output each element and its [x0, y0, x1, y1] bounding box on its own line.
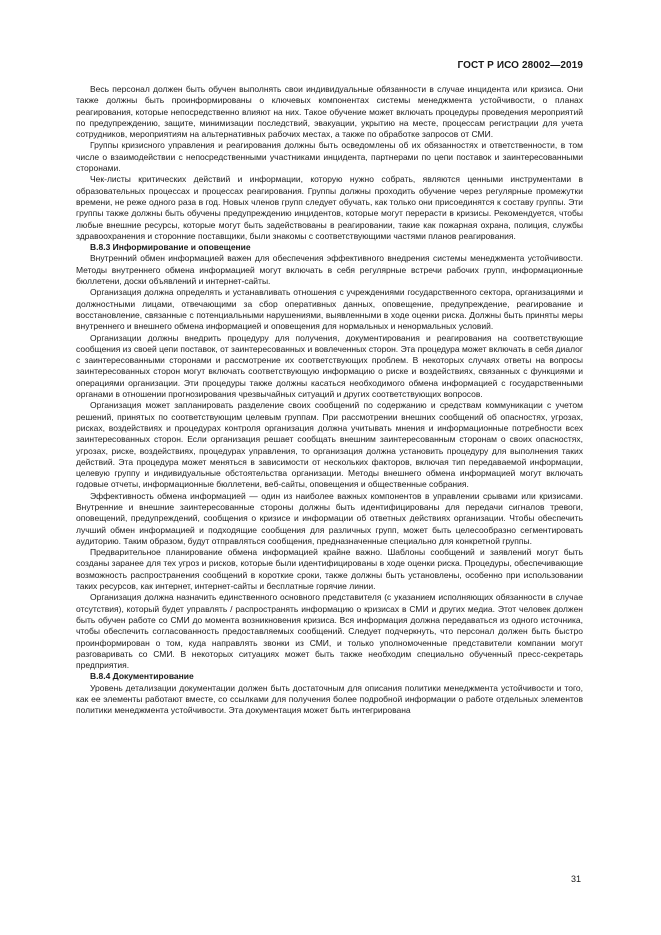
paragraph: Эффективность обмена информацией — один из наиболее важных компонентов в управлении срывами или кризисами. Внутренние и внешние заинтересованные стороны должны быть идентифицированы для передачи сигналов тревоги, оповещений, предупреждений, сообщения о кризисе и информации об ответных действиях организации. Чтобы обеспечить лучший обмен информацией и подходящие сообщения для различных групп, может быть целесообразно сегментировать аудиторию. Таким образом, будут отправляться сообщения, предназначенные специально для конкретной группы.: [76, 490, 583, 546]
standard-header: ГОСТ Р ИСО 28002—2019: [457, 60, 583, 71]
section-heading-b83: B.8.3 Информирование и оповещение: [90, 242, 251, 253]
paragraph: Весь персонал должен быть обучен выполнять свои индивидуальные обязанности в случае инцидента или кризиса. Они также должны быть проинформированы о ключевых компонентах системы менеджмента устойчивости, о планах реагирования, которые непосредственно влияют на них. Такое обучение может включать процедуры проведения мероприятий по предупреждению, защите, минимизации последствий, эвакуации, укрытию на месте, процессам регистрации для учета сотрудников, мероприятиям на альтернативных рабочих местах, а также по обработке запросов от СМИ.: [76, 84, 583, 140]
paragraph: Организация должна назначить единственного основного представителя (с указанием исполняющих обязанности в случае отсутствия), который будет управлять / распространять информацию о кризисах в СМИ и других медиа. Этот человек должен быть обучен работе со СМИ до момента возникновения кризиса. Вся информация должна передаваться из одного источника, чтобы обеспечить согласованность предоставляемых сообщений. Следует подчеркнуть, что персонал должен быть быстро проинформирован о том, куда направлять звонки из СМИ, и только уполномоченные представители компании могут разговаривать со СМИ. В некоторых ситуациях может быть также необходим специально обученный пресс-секретарь предприятия.: [76, 592, 583, 671]
paragraph: Организации должны внедрить процедуру для получения, документирования и реагирования на соответствующие сообщения из своей цепи поставок, от заинтересованных и вовлеченных сторон. Эта процедура может включать в себя диалог с заинтересованными сторонами и рассмотрение их соответствующих проблем. В некоторых случаях ответы на вопросы заинтересованных сторон могут включать соответствующую информацию о риске и воздействиях, связанных с функциями и операциями организации. Эти процедуры также должны касаться необходимого обмена информацией с государственными органами в отношении прогнозирования чрезвычайных ситуаций и других соответствующих вопросов.: [76, 332, 583, 400]
paragraph: Предварительное планирование обмена информацией крайне важно. Шаблоны сообщений и заявлений могут быть созданы заранее для тех угроз и рисков, которые были идентифицированы в ходе оценки риска. Процедуры, обеспечивающие возможность распространения сообщений в короткие сроки, также должны быть установлены, особенно при использовании таких ресурсов, как интернет, интернет-сайты и бесплатные горячие линии.: [76, 547, 583, 592]
section-heading-b84: B.8.4 Документирование: [90, 671, 194, 682]
paragraph: Организация может запланировать разделение своих сообщений по содержанию и средствам коммуникации с учетом решений, принятых по соответствующим целевым группам. При рассмотрении внешних сообщений об опасностях, угрозах, рисках, воздействиях и процедурах контроля организация должна учитывать мнения и информационные потребности всех заинтересованных сторон. Если организация решает сообщать внешним заинтересованным сторонам о своих опасностях, угрозах, риске, воздействиях, процедурах управления, то организация должна установить процедуру для выполнения таких действий. Эта процедура может меняться в зависимости от нескольких факторов, включая тип передаваемой информации, целевую группу и индивидуальные обстоятельства организации. Методы внешнего обмена информацией могут включать годовые отчеты, информационные бюллетени, веб-сайты, оповещения и общественные собрания.: [76, 400, 583, 490]
paragraph: Внутренний обмен информацией важен для обеспечения эффективного внедрения системы менеджмента устойчивости. Методы внутреннего обмена информацией могут включать в себя регулярные встречи рабочих групп, информационные бюллетени, доски объявлений и интернет-сайты.: [76, 253, 583, 287]
page-number: 31: [570, 874, 581, 884]
paragraph: Чек-листы критических действий и информации, которую нужно собрать, являются ценными инструментами в образовательных процессах и процессах реагирования. Группы должны проходить обучение через регулярные промежутки времени, не реже одного раза в год. Новых членов групп следует обучать, как только они присоединятся к составу группы. Эти группы также должны быть обучены предупреждению инцидентов, которые могут перерасти в кризисы. Рекомендуется, чтобы любые внешние ресурсы, которые могут быть задействованы в реагировании, такие как пожарная охрана, полиция, службы здравоохранения и сторонние поставщики, были знакомы с соответствующими частями планов реагирования.: [76, 174, 583, 241]
document-body: [76, 84, 583, 717]
paragraph: Группы кризисного управления и реагирования должны быть осведомлены об их обязанностях и ответственности, в том числе о взаимодействии с непосредственными участниками инцидента, партнерами по цепи поставок и заинтересованными сторонами.: [76, 140, 583, 174]
paragraph: Организация должна определять и устанавливать отношения с учреждениями государственного сектора, организациями и должностными лицами, отвечающими за сбор оперативных данных, оповещение, предупреждение, реагирование и восстановление, связанные с потенциальными нарушениями, выявленными в ходе оценки риска. Должны быть приняты меры внутреннего и внешнего обмена информацией и оповещения для нормальных и ненормальных условий.: [76, 287, 583, 332]
paragraph: Уровень детализации документации должен быть достаточным для описания политики менеджмента устойчивости и того, как ее элементы работают вместе, со ссылками для получения более подробной информации о работе отдельных элементов политики менеджмента устойчивости. Эта документация может быть интегрирована: [76, 682, 583, 716]
